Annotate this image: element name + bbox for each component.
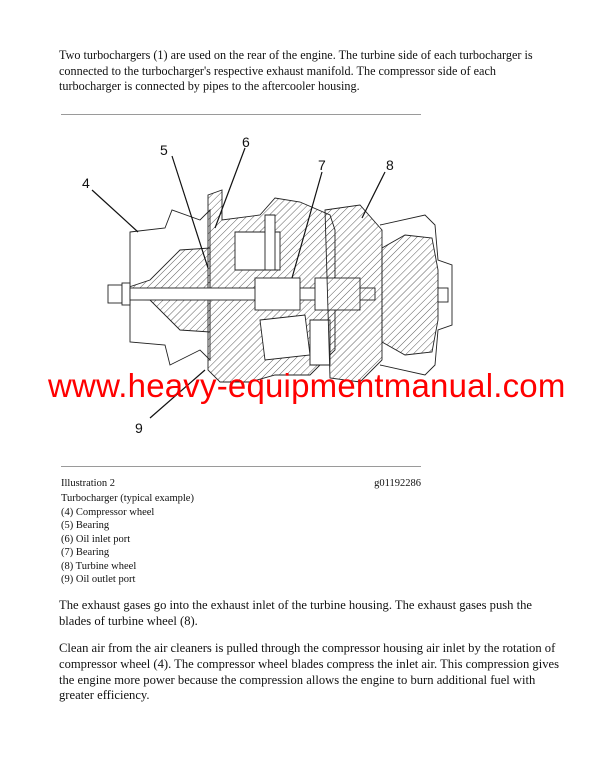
callout-5: 5	[160, 142, 168, 158]
legend-item: (9) Oil outlet port	[61, 574, 136, 585]
illustration-caption	[61, 478, 421, 489]
caption-divider	[61, 466, 421, 467]
legend-item: (5) Bearing	[61, 520, 110, 531]
illustration-legend	[61, 492, 194, 587]
callout-6: 6	[242, 134, 250, 150]
callout-8: 8	[386, 157, 394, 173]
legend-item: (6) Oil inlet port	[61, 533, 131, 545]
watermark: www.heavy-equipmentmanual.com	[48, 367, 566, 404]
graphic-id: g01192286	[374, 478, 421, 489]
illustration-label: Illustration 2	[61, 478, 115, 489]
intro-paragraph: Two turbochargers (1) are used on the rear of the engine. The turbine side of each turbocharger is connected to the turbocharger's respective exhaust manifold. The compressor side of each turbocharger is connected by pipes to the aftercooler housing.	[59, 48, 533, 94]
callout-4: 4	[82, 175, 90, 191]
exhaust-paragraph: The exhaust gases go into the exhaust inlet of the turbine housing. The exhaust gases push the blades of turbine wheel (8).	[59, 598, 532, 628]
legend-item: (8) Turbine wheel	[61, 560, 137, 572]
callout-9: 9	[135, 420, 143, 436]
callout-7: 7	[318, 157, 326, 173]
legend-title: Turbocharger (typical example)	[61, 493, 194, 504]
legend-item: (7) Bearing	[61, 547, 110, 558]
top-divider	[61, 114, 421, 115]
compressor-paragraph: Clean air from the air cleaners is pulled through the compressor housing air inlet by the rotation of compressor wheel (4). The compressor wheel blades compress the inlet air. This compression gives the engine more power because the compression allows the engine to burn additional fuel with greater efficiency.	[59, 641, 560, 703]
legend-item: (4) Compressor wheel	[61, 506, 155, 518]
